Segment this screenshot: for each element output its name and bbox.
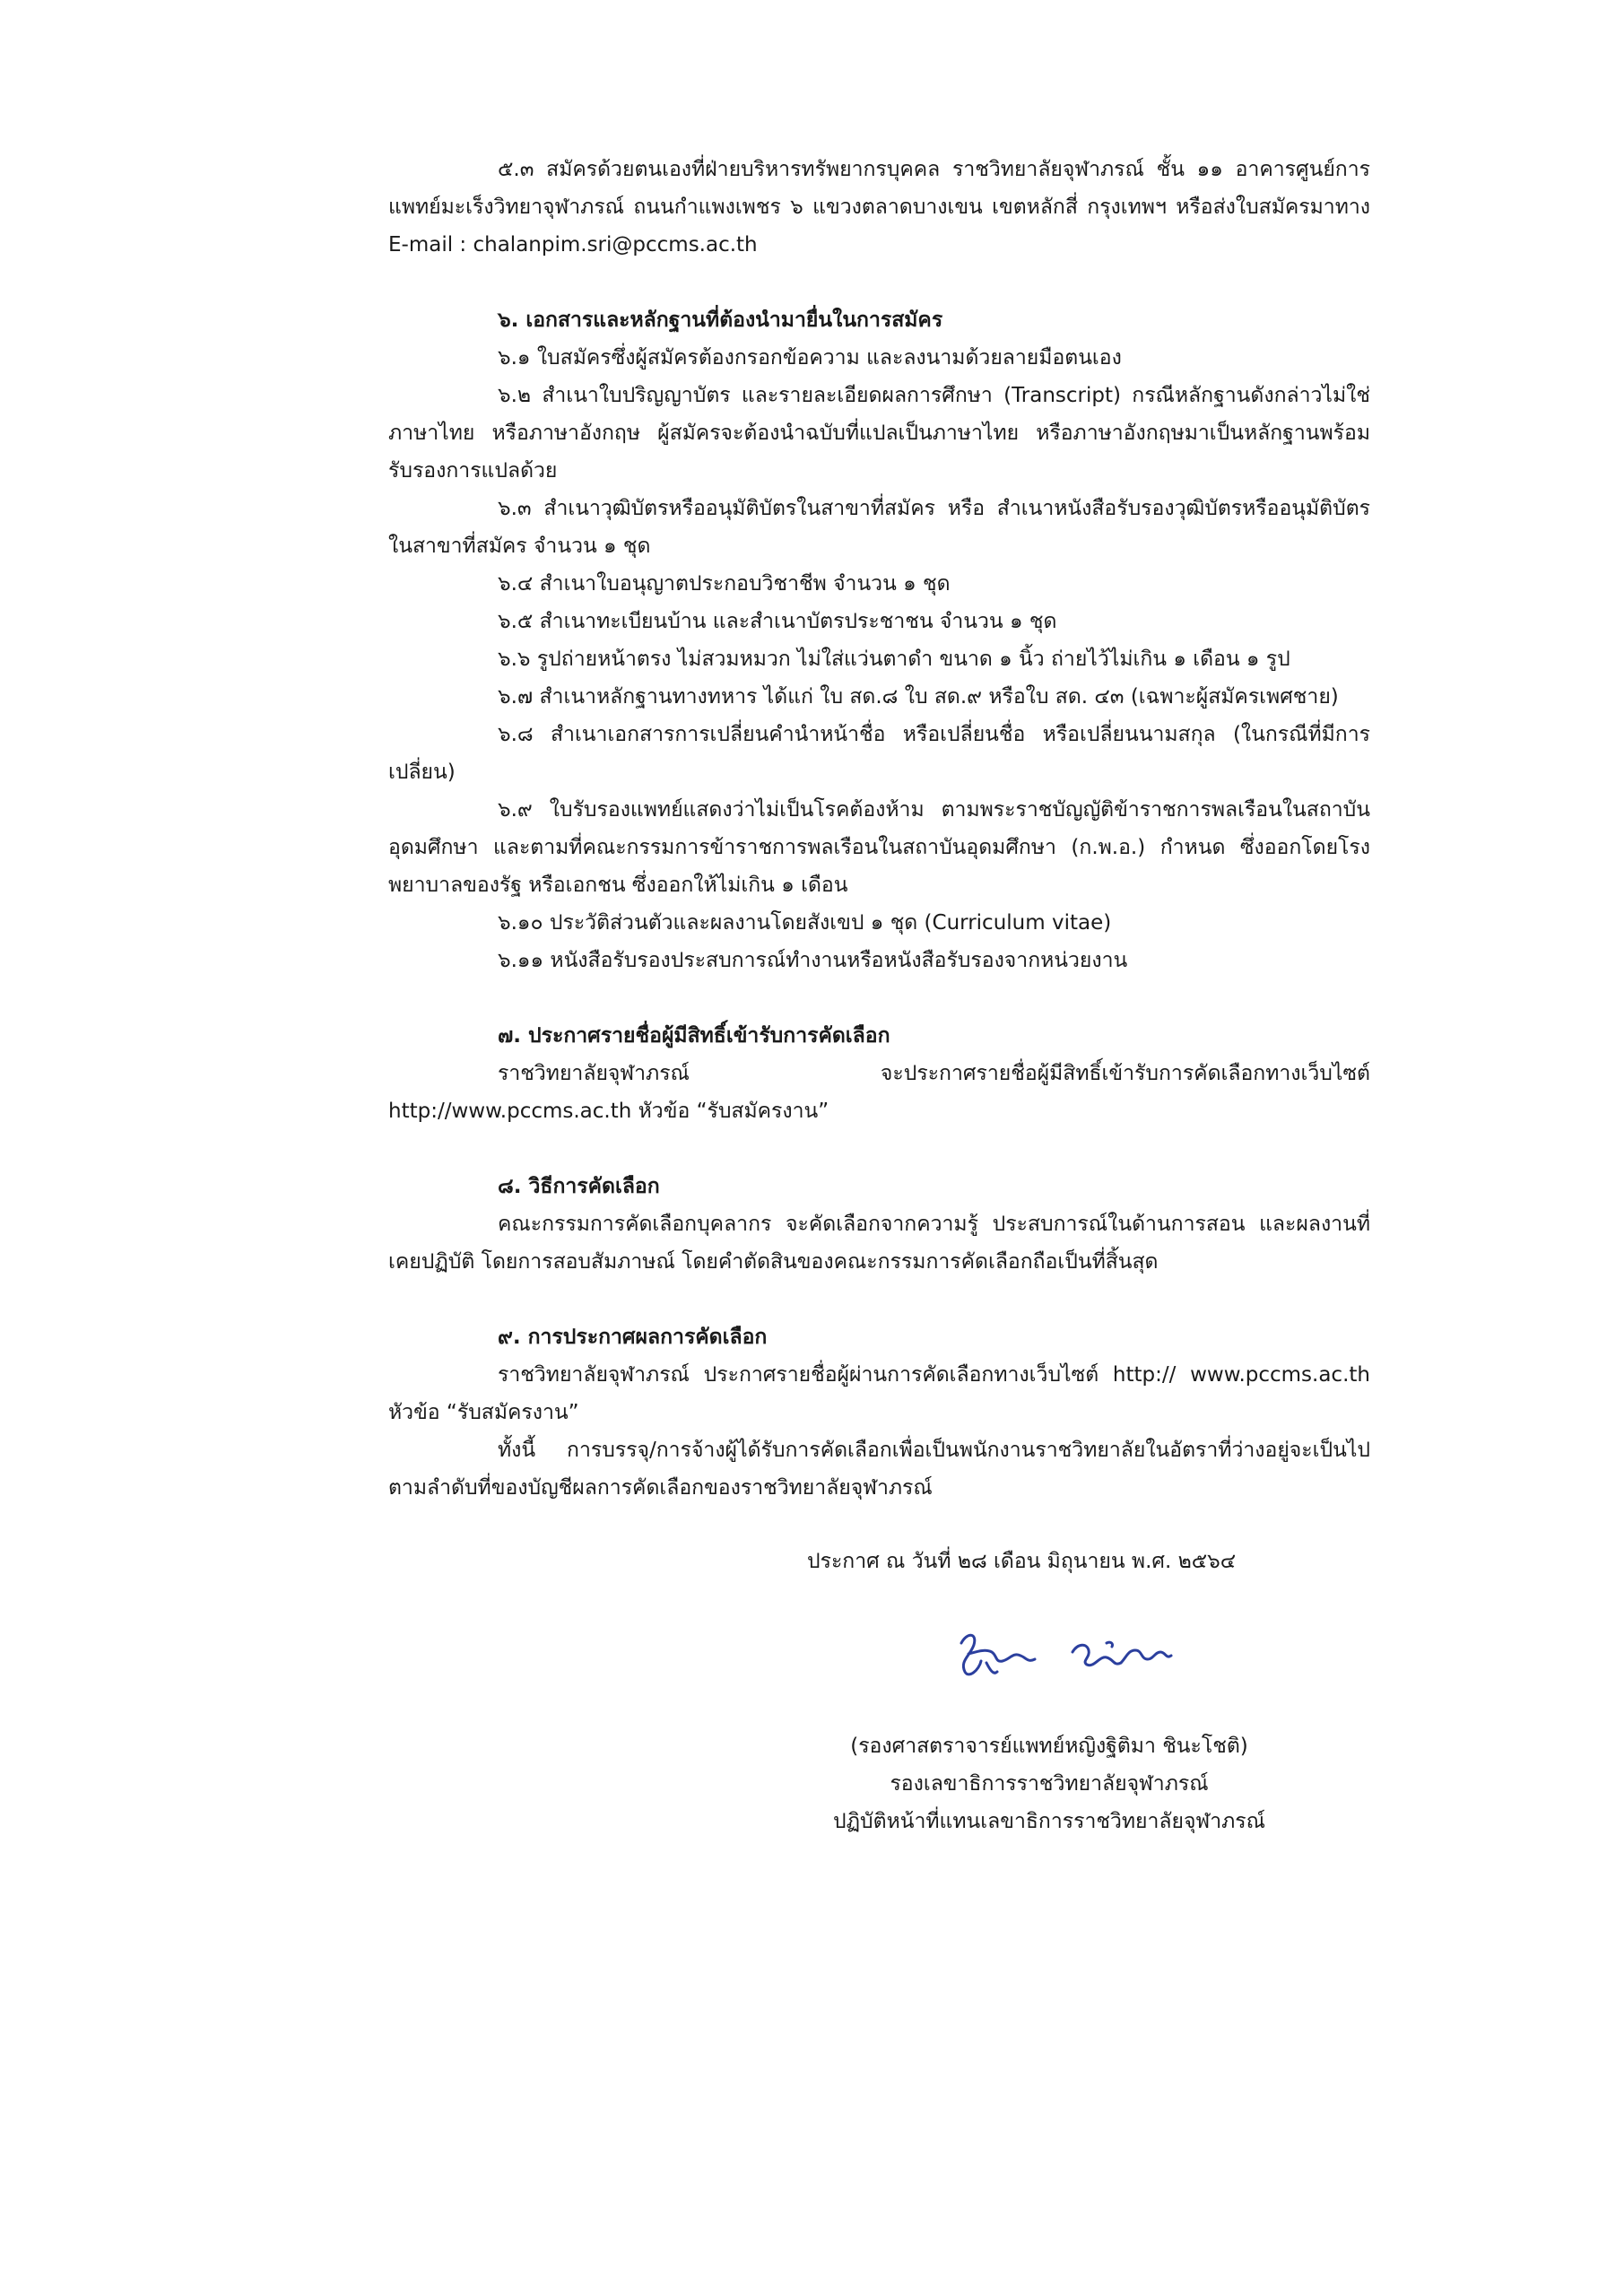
announce-date: ประกาศ ณ วันที่ ๒๘ เดือน มิถุนายน พ.ศ. ๒๕๖๔ bbox=[807, 1550, 1237, 1573]
item-6-3: ๖.๓ สำเนาวุฒิบัตรหรืออนุมัติบัตรในสาขาที่สมัคร หรือ สำเนาหนังสือรับรองวุฒิบัตรหรืออนุมัติบัตรในสาขาที่สมัคร จำนวน ๑ ชุด bbox=[388, 497, 1370, 558]
item-6-4: ๖.๔ สำเนาใบอนุญาตประกอบวิชาชีพ จำนวน ๑ ชุด bbox=[498, 572, 951, 596]
section-9-body-2: ทั้งนี้ การบรรจุ/การจ้างผู้ได้รับการคัดเลือกเพื่อเป็นพนักงานราชวิทยาลัยในอัตราที่ว่างอยู่จะเป็นไปตามลำดับที่ของบัญชีผลการคัดเลือกของราชวิทยาลัยจุฬาภรณ์ bbox=[388, 1439, 1370, 1500]
section-6-heading: ๖. เอกสารและหลักฐานที่ต้องนำมายื่นในการสมัคร bbox=[498, 309, 943, 332]
document-body bbox=[388, 151, 1370, 1507]
section-9-heading: ๙. การประกาศผลการคัดเลือก bbox=[498, 1326, 768, 1349]
signatory-position-2: ปฏิบัติหน้าที่แทนเลขาธิการราชวิทยาลัยจุฬาภรณ์ bbox=[833, 1810, 1265, 1833]
item-6-7: ๖.๗ สำเนาหลักฐานทางทหาร ได้แก่ ใบ สด.๘ ใบ สด.๙ หรือใบ สด. ๔๓ (เฉพาะผู้สมัครเพศชาย) bbox=[498, 685, 1339, 709]
item-5-3: ๕.๓ สมัครด้วยตนเองที่ฝ่ายบริหารทรัพยากรบุคคล ราชวิทยาลัยจุฬาภรณ์ ชั้น ๑๑ อาคารศูนย์การแพทย์มะเร็งวิทยาจุฬาภรณ์ ถนนกำแพงเพชร ๖ แขวงตลาดบางเขน เขตหลักสี่ กรุงเทพฯ หรือส่งใบสมัครมาทาง E-mail : chalanpim.sri@pccms.ac.th bbox=[388, 158, 1370, 257]
section-7-heading: ๗. ประกาศรายชื่อผู้มีสิทธิ์เข้ารับการคัดเลือก bbox=[498, 1024, 890, 1048]
signatory-name: (รองศาสตราจารย์แพทย์หญิงฐิติมา ชินะโชติ) bbox=[850, 1735, 1248, 1758]
signature-block bbox=[762, 1543, 1336, 1840]
signatory-position-1: รองเลขาธิการราชวิทยาลัยจุฬาภรณ์ bbox=[890, 1772, 1209, 1796]
item-6-8: ๖.๘ สำเนาเอกสารการเปลี่ยนคำนำหน้าชื่อ หรือเปลี่ยนชื่อ หรือเปลี่ยนนามสกุล (ในกรณีที่มีการเปลี่ยน) bbox=[388, 723, 1370, 784]
item-6-9: ๖.๙ ใบรับรองแพทย์แสดงว่าไม่เป็นโรคต้องห้าม ตามพระราชบัญญัติข้าราชการพลเรือนในสถาบันอุดมศึกษา และตามที่คณะกรรมการข้าราชการพลเรือนในสถาบันอุดมศึกษา (ก.พ.อ.) กำหนด ซึ่งออกโดยโรงพยาบาลของรัฐ หรือเอกชน ซึ่งออกให้ไม่เกิน ๑ เดือน bbox=[388, 798, 1370, 897]
item-6-5: ๖.๕ สำเนาทะเบียนบ้าน และสำเนาบัตรประชาชน จำนวน ๑ ชุด bbox=[498, 610, 1057, 633]
item-6-10: ๖.๑๐ ประวัติส่วนตัวและผลงานโดยสังเขป ๑ ชุด (Curriculum vitae) bbox=[498, 911, 1112, 935]
item-6-2: ๖.๒ สำเนาใบปริญญาบัตร และรายละเอียดผลการศึกษา (Transcript) กรณีหลักฐานดังกล่าวไม่ใช่ภาษาไทย หรือภาษาอังกฤษ ผู้สมัครจะต้องนำฉบับที่แปลเป็นภาษาไทย หรือภาษาอังกฤษมาเป็นหลักฐานพร้อมรับรองการแปลด้วย bbox=[388, 384, 1370, 483]
section-8-heading: ๘. วิธีการคัดเลือก bbox=[498, 1175, 660, 1198]
item-6-11: ๖.๑๑ หนังสือรับรองประสบการณ์ทำงานหรือหนังสือรับรองจากหน่วยงาน bbox=[498, 949, 1128, 972]
section-7-body: ราชวิทยาลัยจุฬาภรณ์ จะประกาศรายชื่อผู้มีสิทธิ์เข้ารับการคัดเลือกทางเว็บไซต์ http://www.pccms.ac.th หัวข้อ “รับสมัครงาน” bbox=[388, 1062, 1370, 1123]
item-6-6: ๖.๖ รูปถ่ายหน้าตรง ไม่สวมหมวก ไม่ใส่แว่นตาดำ ขนาด ๑ นิ้ว ถ่ายไว้ไม่เกิน ๑ เดือน ๑ รูป bbox=[498, 648, 1290, 671]
section-8-body: คณะกรรมการคัดเลือกบุคลากร จะคัดเลือกจากความรู้ ประสบการณ์ในด้านการสอน และผลงานที่เคยปฏิบัติ โดยการสอบสัมภาษณ์ โดยคำตัดสินของคณะกรรมการคัดเลือกถือเป็นที่สิ้นสุด bbox=[388, 1213, 1370, 1274]
handwritten-signature bbox=[915, 1616, 1184, 1688]
item-6-1: ๖.๑ ใบสมัครซึ่งผู้สมัครต้องกรอกข้อความ และลงนามด้วยลายมือตนเอง bbox=[498, 346, 1122, 370]
section-9-body-1: ราชวิทยาลัยจุฬาภรณ์ ประกาศรายชื่อผู้ผ่านการคัดเลือกทางเว็บไซต์ http:// www.pccms.ac.th หัวข้อ “รับสมัครงาน” bbox=[388, 1363, 1370, 1424]
